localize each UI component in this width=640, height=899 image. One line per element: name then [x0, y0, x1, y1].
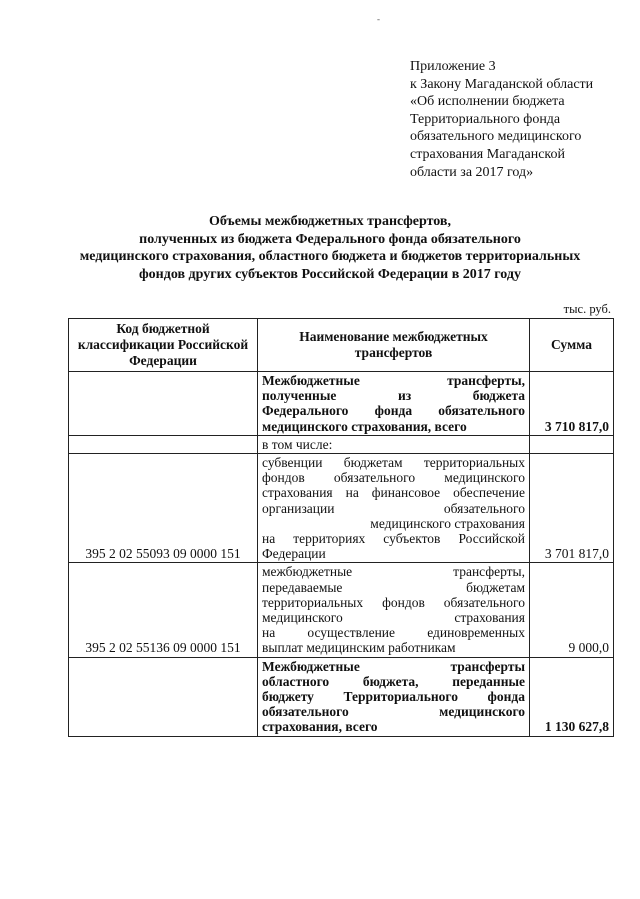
name-line: обязательного медицинского: [262, 704, 525, 720]
name-line: страхования, всего: [262, 719, 378, 735]
table-row: [69, 563, 614, 657]
name-line: субвенции бюджетам территориальных: [262, 455, 525, 471]
title-line: медицинского страхования, областного бюджета и бюджетов территориальных: [79, 249, 581, 265]
header-sum: Сумма: [530, 319, 614, 372]
name-line: на осуществление единовременных: [262, 625, 525, 641]
name-line: Межбюджетные трансферты: [262, 658, 525, 674]
appendix-line: к Закону Магаданской области: [410, 76, 594, 92]
appendix-line: области за 2017 год»: [410, 164, 534, 180]
units-label: тыс. руб.: [563, 302, 611, 316]
name-line: страхования на финансовое обеспечение: [262, 485, 525, 501]
name-line: бюджету Территориального фонда: [262, 689, 525, 705]
row-code: [69, 657, 258, 736]
name-line: в том числе:: [262, 436, 333, 452]
row-sum: 1 130 627,8: [530, 657, 614, 736]
appendix-line: Приложение 3: [410, 59, 496, 74]
name-line: медицинского страхования: [370, 515, 525, 531]
table-row: [69, 435, 614, 453]
row-sum: 3 701 817,0: [530, 454, 614, 563]
row-sum: 3 710 817,0: [530, 372, 614, 436]
appendix-line: Территориального фонда: [410, 111, 561, 127]
name-line: медицинского страхования: [262, 610, 525, 626]
name-line: территориальных фондов обязательного: [262, 594, 525, 610]
row-code: 395 2 02 55136 09 0000 151: [69, 563, 258, 657]
title-line: фондов других субъектов Российской Федерации в 2017 году: [138, 267, 521, 283]
header-mark: -: [377, 14, 380, 24]
appendix-line: страхования Магаданской: [410, 146, 565, 162]
row-code: 395 2 02 55093 09 0000 151: [69, 454, 258, 563]
title-line: полученных из бюджета Федерального фонда обязательного: [139, 231, 521, 247]
name-line: медицинского страхования, всего: [262, 418, 467, 434]
name-line: Федерации: [262, 546, 326, 562]
transfers-table: [68, 318, 614, 737]
row-name: [258, 563, 530, 657]
row-sum: 9 000,0: [530, 563, 614, 657]
row-code: [69, 372, 258, 436]
name-line: организации обязательного: [262, 500, 525, 516]
row-name: [258, 435, 530, 453]
row-sum: [530, 435, 614, 453]
table-row: [69, 454, 614, 563]
name-line: Межбюджетные трансферты,: [262, 373, 525, 388]
name-line: межбюджетные трансферты,: [262, 564, 525, 580]
row-name: [258, 454, 530, 563]
name-line: передаваемые бюджетам: [262, 579, 525, 595]
title-line: Объемы межбюджетных трансфертов,: [209, 214, 451, 229]
appendix-reference: [410, 58, 625, 181]
table-row: [69, 657, 614, 736]
name-line: на территориях субъектов Российской: [262, 531, 525, 547]
name-line: областного бюджета, переданные: [262, 673, 525, 689]
row-name: [258, 372, 530, 436]
name-line: выплат медицинским работникам: [262, 640, 456, 656]
name-line: полученные из бюджета: [262, 388, 525, 404]
document-title: [40, 213, 620, 284]
table-row: [69, 372, 614, 436]
header-name: Наименование межбюджетных трансфертов: [258, 319, 530, 372]
header-code: Код бюджетной классификации Российской Федерации: [69, 319, 258, 372]
appendix-line: «Об исполнении бюджета: [410, 94, 565, 110]
table-header-row: [69, 319, 614, 372]
row-code: [69, 435, 258, 453]
name-line: Федерального фонда обязательного: [262, 403, 525, 419]
appendix-line: обязательного медицинского: [410, 129, 582, 145]
row-name: [258, 657, 530, 736]
name-line: фондов обязательного медицинского: [262, 470, 525, 486]
